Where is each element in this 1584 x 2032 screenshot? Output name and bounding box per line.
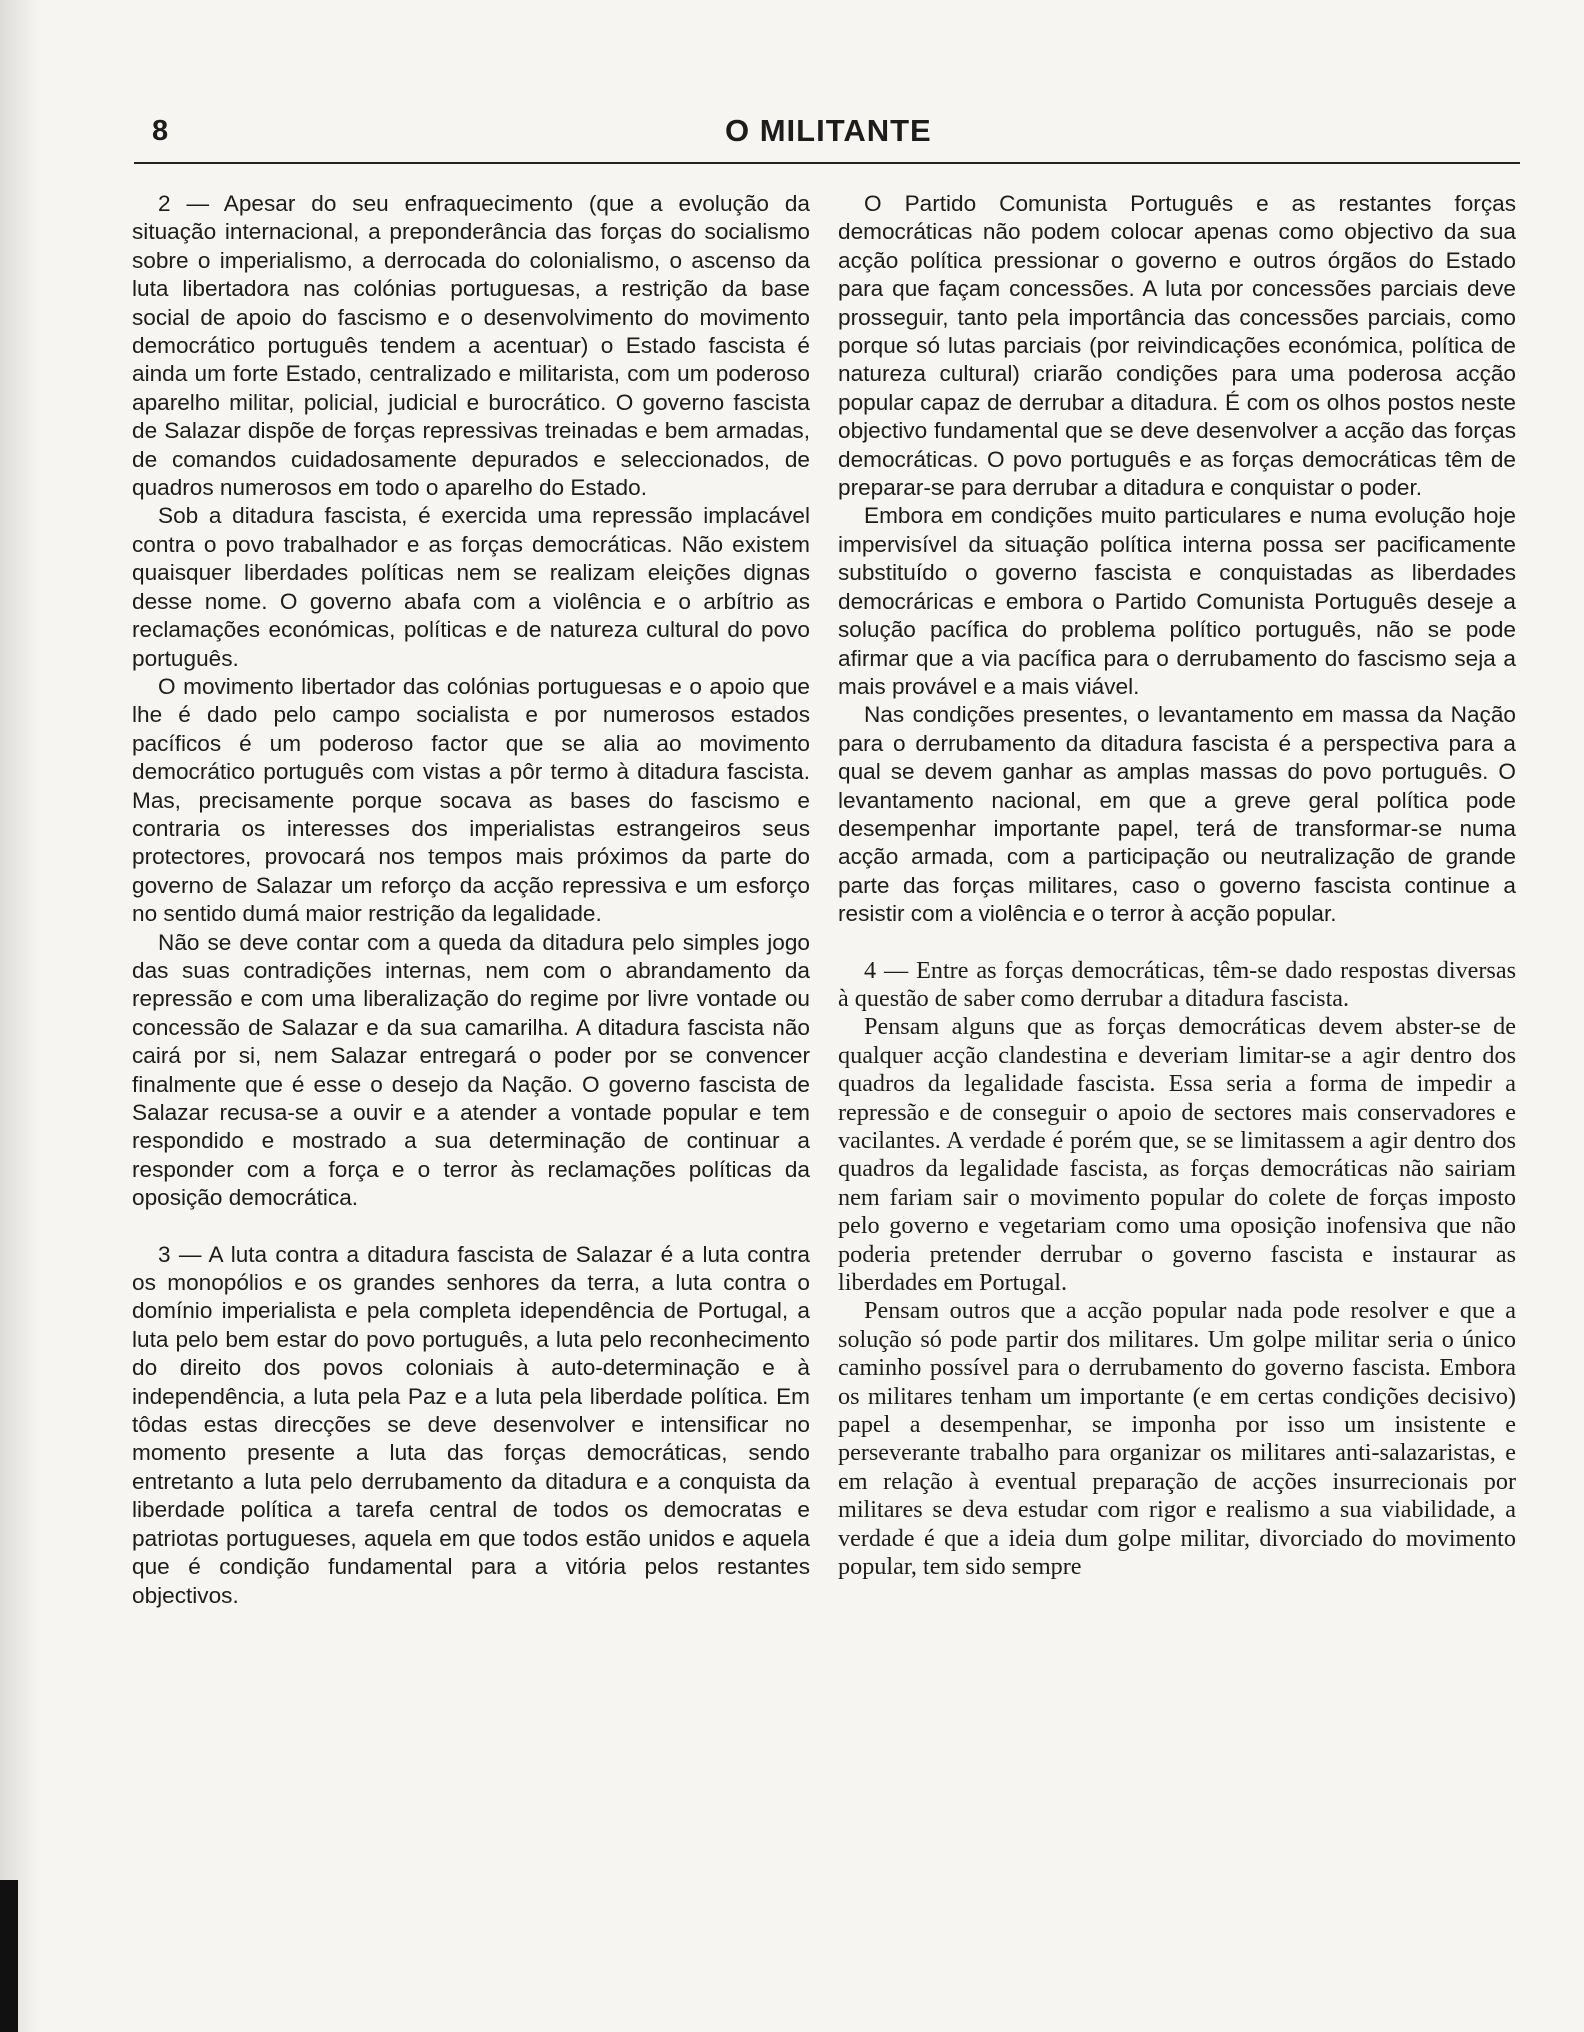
section-3-paragraph: 3 — A luta contra a ditadura fascista de Salazar é a luta contra os monopólios e os grandes senhores da terra, a luta contra o domínio imperialista e pela completa idependência de Portugal, a luta pelo bem estar do povo português, a luta pelo reconhecimento do direito dos povos coloniais à auto-determinação e à independência, a luta pela Paz e a luta pela liberdade política. Em tôdas estas direcções se deve desenvolver e intensificar no momento presente a luta das forças democráticas, sendo entretanto a luta pelo derrubamento da ditadura e a conquista da liberdade política a tarefa central de todos os democratas e patriotas portugueses, aquela em que todos estão unidos e aquela que é condição fundamental para a vitória pelos restantes objectivos.	[132, 1241, 810, 1608]
header-rule	[134, 162, 1520, 164]
right-column	[838, 190, 1516, 1582]
paragraph: Sob a ditadura fascista, é exercida uma repressão implacável contra o povo trabalhador e as forças democráticas. Não existem quaisquer liberdades políticas nem se realizam eleições dignas desse nome. O governo abafa com a violência e o arbítrio as reclamações económicas, políticas e de natureza cultural do povo português.	[132, 503, 810, 671]
paragraph: O Partido Comunista Português e as restantes forças democráticas não podem colocar apenas como objectivo da sua acção política pressionar o governo e outros órgãos do Estado para que façam concessões. A luta por concessões parciais deve prosseguir, tanto pela importância das concessões parciais, como porque só lutas parciais (por reivindicações económica, política de natureza cultural) criarão condições para uma poderosa acção popular capaz de derrubar a ditadura. É com os olhos postos neste objectivo fundamental que se deve desenvolver a acção das forças democráticas. O povo português e as forças democráticas têm de preparar-se para derrubar a ditadura e conquistar o poder.	[838, 191, 1516, 501]
left-column	[132, 190, 810, 1610]
section-4-paragraph: 4 — Entre as forças democráticas, têm-se dado respostas diversas à questão de saber como derrubar a ditadura fascista.	[838, 956, 1516, 1012]
scan-binding-mark	[0, 1880, 18, 2032]
paragraph: Pensam outros que a acção popular nada pode resolver e que a solução só pode partir dos militares. Um golpe militar seria o único caminho possível para o derrubamento do governo fascista. Embora os militares tenham um importante (e em certas condições decisivo) papel a desempenhar, se imponha por isso um insistente e perseverante trabalho para organizar os militares anti-salazaristas, e em relação à eventual preparação de acções insurrecionais por militares se deva estudar com rigor e realismo a sua viabilidade, a verdade é que a ideia dum golpe militar, divorciado do movimento popular, tem sido sempre	[838, 1297, 1516, 1581]
page-number: 8	[152, 115, 169, 147]
paragraph: Não se deve contar com a queda da ditadura pelo simples jogo das suas contradições internas, nem com o abrandamento da repressão e com uma liberalização do regime por livre vontade ou concessão de Salazar e da sua camarilha. A ditadura fascista não cairá por si, nem Salazar entregará o poder por se convencer finalmente que é esse o desejo da Nação. O governo fascista de Salazar recusa-se a ouvir e a atender a vontade popular e tem respondido e mostrado a sua determinação de continuar a responder com a força e o terror às reclamações políticas da oposição democrática.	[132, 929, 810, 1211]
paragraph: Pensam alguns que as forças democráticas devem abster-se de qualquer acção clandestina e deveriam limitar-se a agir dentro dos quadros da legalidade fascista. Essa seria a forma de impedir a repressão e de conseguir o apoio de sectores mais conservadores e vacilantes. A verdade é porém que, se se limitassem a agir dentro dos quadros da legalidade fascista, as forças democráticas não sairiam nem fariam sair o movimento popular do colete de forças imposto pelo governo e vegetariam como uma oposição inofensiva que não poderia pretender derrubar o governo fascista e instaurar as liberdades em Portugal.	[838, 1013, 1516, 1297]
paragraph: 2 — Apesar do seu enfraquecimento (que a evolução da situação internacional, a preponderância das forças do socialismo sobre o imperialismo, a derrocada do colonialismo, o ascenso da luta libertadora nas colónias portuguesas, a restrição da base social de apoio do fascismo e o desenvolvimento do movimento democrático português tendem a acentuar) o Estado fascista é ainda um forte Estado, centralizado e militarista, com um poderoso aparelho militar, policial, judicial e burocrático. O governo fascista de Salazar dispõe de forças repressivas treinadas e bem armadas, de comandos cuidadosamente depurados e seleccionados, de quadros numerosos em todo o aparelho do Estado.	[132, 191, 810, 501]
page-title: O MILITANTE	[725, 113, 932, 148]
paragraph: O movimento libertador das colónias portuguesas e o apoio que lhe é dado pelo campo socialista e por numerosos estados pacíficos é um poderoso factor que se alia ao movimento democrático português com vistas a pôr termo à ditadura fascista. Mas, precisamente porque socava as bases do fascismo e contraria os interesses dos imperialistas estrangeiros seus protectores, provocará nos tempos mais próximos da parte do governo de Salazar um reforço da acção repressiva e um esforço no sentido dumá maior restrição da legalidade.	[132, 673, 810, 927]
paragraph: Embora em condições muito particulares e numa evolução hoje impervisível da situação política interna possa ser pacificamente substituído o governo fascista e conquistadas as liberdades democráricas e embora o Partido Comunista Português deseje a solução pacífica do problema político português, não se pode afirmar que a via pacífica para o derrubamento do fascismo seja a mais provável e a mais viável.	[838, 503, 1516, 699]
scan-edge-shadow	[0, 0, 40, 2032]
paragraph: Nas condições presentes, o levantamento em massa da Nação para o derrubamento da ditadura fascista é a perspectiva para a qual se devem ganhar as amplas massas do povo português. O levantamento nacional, em que a greve geral política pode desempenhar importante papel, terá de transformar-se numa acção armada, com a participação ou neutralização de grande parte das forças militares, caso o governo fascista continue a resistir com a violência e o terror à acção popular.	[838, 702, 1516, 927]
